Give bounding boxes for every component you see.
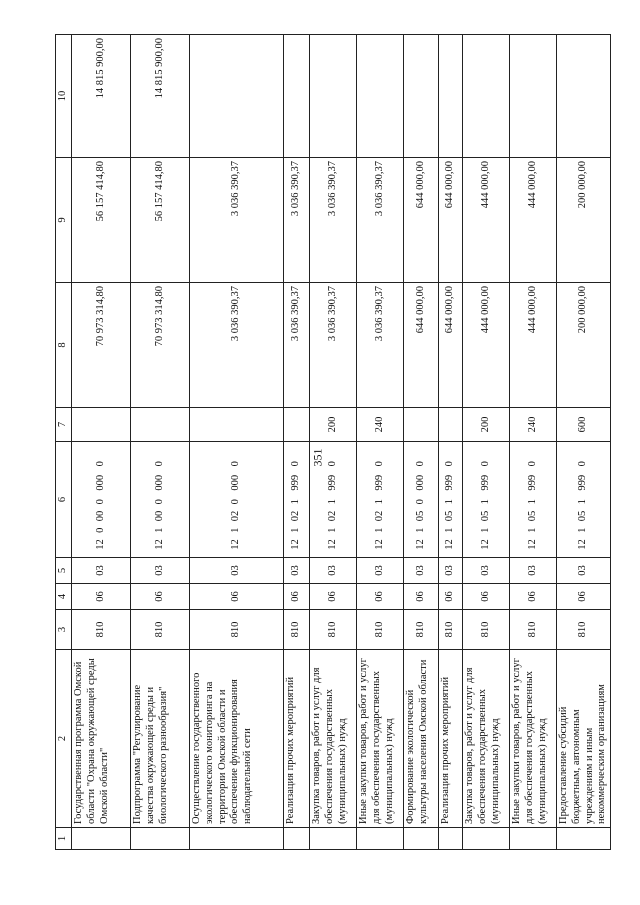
row-index-cell	[557, 828, 611, 850]
target-article-code-part: 12	[577, 539, 589, 550]
department-code-cell: 810	[557, 610, 611, 650]
table-row	[357, 35, 404, 850]
table-row	[439, 35, 463, 850]
expense-type-code-cell: 240	[510, 408, 557, 442]
section-code-cell: 06	[310, 584, 357, 610]
amount-federal-funds-cell	[439, 35, 463, 158]
amount-total-cell: 3 036 390,37	[190, 283, 284, 408]
item-name-cell: Закупка товаров, работ и услуг для обеспечения государственных (муниципальных) нужд	[310, 650, 357, 828]
amount-total-cell: 200 000,00	[557, 283, 611, 408]
table-row	[310, 35, 357, 850]
section-code-cell: 06	[72, 584, 131, 610]
item-name-cell: Осуществление государственного экологического мониторинга на территории Омской области и обеспечение функционирования наблюдательной сети	[190, 650, 284, 828]
target-article-code-part: 05	[577, 510, 589, 522]
target-article-code-part: 00	[153, 510, 165, 522]
section-code-cell: 06	[510, 584, 557, 610]
target-article-code-part: 12	[290, 539, 302, 550]
item-name-cell: Иные закупки товаров, работ и услуг для обеспечения государственных (муниципальных) нужд	[510, 650, 557, 828]
table-row	[190, 35, 284, 850]
item-name-cell: Реализация прочих мероприятий	[439, 650, 463, 828]
department-code-cell: 810	[190, 610, 284, 650]
target-article-code-part: 1	[526, 527, 538, 533]
target-article-code-part: 1	[526, 499, 538, 505]
target-article-code-cell	[557, 442, 611, 558]
subsection-code-cell: 03	[439, 558, 463, 584]
section-code-cell: 06	[404, 584, 439, 610]
row-index-cell	[357, 828, 404, 850]
amount-federal-funds-cell	[404, 35, 439, 158]
header-row	[56, 35, 72, 850]
target-article-code-part: 0	[414, 461, 426, 467]
subsection-code-cell: 03	[557, 558, 611, 584]
subsection-code-cell: 03	[131, 558, 190, 584]
target-article-code-part: 02	[230, 510, 242, 522]
expense-type-code-cell: 240	[357, 408, 404, 442]
table-row	[463, 35, 510, 850]
amount-federal-funds-cell: 14 815 900,00	[131, 35, 190, 158]
expense-type-code-cell: 200	[463, 408, 510, 442]
target-article-code-cell	[404, 442, 439, 558]
amount-total-cell: 3 036 390,37	[310, 283, 357, 408]
section-code-cell: 06	[190, 584, 284, 610]
target-article-code-part: 0	[230, 461, 242, 467]
target-article-code-part: 999	[526, 474, 538, 491]
expense-type-code-cell	[404, 408, 439, 442]
expense-type-code-cell	[72, 408, 131, 442]
header-cell-4: 4	[56, 584, 72, 610]
section-code-cell: 06	[131, 584, 190, 610]
table-row	[284, 35, 310, 850]
header-cell-1: 1	[56, 828, 72, 850]
target-article-code-part: 0	[94, 499, 106, 505]
target-article-code-part: 05	[444, 510, 456, 522]
amount-federal-funds-cell	[310, 35, 357, 158]
target-article-code-part: 000	[153, 474, 165, 491]
amount-own-funds-cell: 3 036 390,37	[357, 158, 404, 283]
header-cell-10: 10	[56, 35, 72, 158]
section-code-cell: 06	[357, 584, 404, 610]
amount-total-cell: 444 000,00	[510, 283, 557, 408]
item-name-cell: Предоставление субсидий бюджетным, автономным учреждениям и иным некоммерческим организациям	[557, 650, 611, 828]
expense-type-code-cell	[439, 408, 463, 442]
page-number: 351	[310, 448, 325, 467]
target-article-code-part: 1	[326, 527, 338, 533]
department-code-cell: 810	[131, 610, 190, 650]
subsection-code-cell: 03	[310, 558, 357, 584]
item-name-cell: Подпрограмма "Регулирование качества окружающей среды и биологического разнообразия"	[131, 650, 190, 828]
header-cell-2: 2	[56, 650, 72, 828]
target-article-code-part: 02	[326, 510, 338, 522]
amount-own-funds-cell: 644 000,00	[404, 158, 439, 283]
target-article-code-part: 999	[326, 474, 338, 491]
department-code-cell: 810	[284, 610, 310, 650]
target-article-code-part: 1	[577, 527, 589, 533]
amount-own-funds-cell: 56 157 414,80	[72, 158, 131, 283]
expense-type-code-cell	[284, 408, 310, 442]
subsection-code-cell: 03	[284, 558, 310, 584]
department-code-cell: 810	[72, 610, 131, 650]
subsection-code-cell: 03	[72, 558, 131, 584]
target-article-code-part: 0	[479, 461, 491, 467]
target-article-code-part: 1	[373, 527, 385, 533]
header-cell-3: 3	[56, 610, 72, 650]
target-article-code-part: 0	[373, 461, 385, 467]
amount-own-funds-cell: 3 036 390,37	[190, 158, 284, 283]
item-name-cell: Реализация прочих мероприятий	[284, 650, 310, 828]
department-code-cell: 810	[510, 610, 557, 650]
target-article-code-part: 12	[326, 539, 338, 550]
table-body	[56, 35, 611, 850]
target-article-code-cell	[131, 442, 190, 558]
target-article-code-part: 05	[414, 510, 426, 522]
row-index-cell	[131, 828, 190, 850]
target-article-code-part: 0	[326, 461, 338, 467]
amount-federal-funds-cell	[463, 35, 510, 158]
target-article-code-cell	[310, 442, 357, 558]
target-article-code-part: 1	[444, 499, 456, 505]
expense-type-code-cell	[190, 408, 284, 442]
section-code-cell: 06	[439, 584, 463, 610]
budget-table	[55, 34, 611, 850]
expense-type-code-cell	[131, 408, 190, 442]
table-row	[131, 35, 190, 850]
header-cell-5: 5	[56, 558, 72, 584]
amount-federal-funds-cell	[510, 35, 557, 158]
row-index-cell	[439, 828, 463, 850]
target-article-code-cell	[510, 442, 557, 558]
amount-total-cell: 3 036 390,37	[284, 283, 310, 408]
target-article-code-part: 12	[479, 539, 491, 550]
target-article-code-part: 12	[444, 539, 456, 550]
item-name-cell: Закупка товаров, работ и услуг для обеспечения государственных (муниципальных) нужд	[463, 650, 510, 828]
target-article-code-part: 05	[526, 510, 538, 522]
target-article-code-part: 0	[153, 499, 165, 505]
amount-federal-funds-cell: 14 815 900,00	[72, 35, 131, 158]
target-article-code-part: 12	[373, 539, 385, 550]
department-code-cell: 810	[404, 610, 439, 650]
table-row	[72, 35, 131, 850]
target-article-code-cell	[284, 442, 310, 558]
amount-own-funds-cell: 644 000,00	[439, 158, 463, 283]
target-article-code-part: 0	[577, 461, 589, 467]
amount-own-funds-cell: 200 000,00	[557, 158, 611, 283]
amount-federal-funds-cell	[357, 35, 404, 158]
target-article-code-cell	[357, 442, 404, 558]
expense-type-code-cell: 200	[310, 408, 357, 442]
item-name-cell: Формирование экологической культуры населения Омской области	[404, 650, 439, 828]
row-index-cell	[463, 828, 510, 850]
amount-total-cell: 644 000,00	[404, 283, 439, 408]
subsection-code-cell: 03	[404, 558, 439, 584]
amount-own-funds-cell: 444 000,00	[463, 158, 510, 283]
amount-own-funds-cell: 3 036 390,37	[310, 158, 357, 283]
row-index-cell	[310, 828, 357, 850]
subsection-code-cell: 03	[190, 558, 284, 584]
amount-total-cell: 3 036 390,37	[357, 283, 404, 408]
amount-total-cell: 644 000,00	[439, 283, 463, 408]
target-article-code-part: 12	[153, 539, 165, 550]
item-name-cell: Иные закупки товаров, работ и услуг для обеспечения государственных (муниципальных) нужд	[357, 650, 404, 828]
header-cell-9: 9	[56, 158, 72, 283]
item-name-cell: Государственная программа Омской области "Охрана окружающей среды Омской области"	[72, 650, 131, 828]
expense-type-code-cell: 600	[557, 408, 611, 442]
department-code-cell: 810	[463, 610, 510, 650]
target-article-code-part: 1	[373, 499, 385, 505]
target-article-code-part: 1	[577, 499, 589, 505]
section-code-cell: 06	[557, 584, 611, 610]
target-article-code-part: 0	[444, 461, 456, 467]
target-article-code-part: 12	[414, 539, 426, 550]
target-article-code-part: 1	[230, 527, 242, 533]
target-article-code-part: 1	[479, 499, 491, 505]
table-row	[510, 35, 557, 850]
target-article-code-part: 999	[577, 474, 589, 491]
amount-total-cell: 70 973 314,80	[72, 283, 131, 408]
target-article-code-part: 1	[479, 527, 491, 533]
target-article-code-part: 00	[94, 510, 106, 522]
header-cell-8: 8	[56, 283, 72, 408]
target-article-code-part: 1	[326, 499, 338, 505]
department-code-cell: 810	[439, 610, 463, 650]
rotated-budget-table-container	[55, 35, 608, 850]
amount-federal-funds-cell	[190, 35, 284, 158]
subsection-code-cell: 03	[510, 558, 557, 584]
table-row	[557, 35, 611, 850]
amount-own-funds-cell: 3 036 390,37	[284, 158, 310, 283]
amount-federal-funds-cell	[284, 35, 310, 158]
target-article-code-part: 1	[444, 527, 456, 533]
target-article-code-part: 999	[290, 474, 302, 491]
target-article-code-part: 000	[414, 474, 426, 491]
target-article-code-part: 0	[290, 461, 302, 467]
section-code-cell: 06	[463, 584, 510, 610]
header-cell-7: 7	[56, 408, 72, 442]
target-article-code-part: 0	[94, 461, 106, 467]
target-article-code-cell	[190, 442, 284, 558]
target-article-code-part: 1	[290, 499, 302, 505]
target-article-code-part: 0	[414, 499, 426, 505]
target-article-code-part: 0	[153, 461, 165, 467]
amount-own-funds-cell: 444 000,00	[510, 158, 557, 283]
target-article-code-part: 999	[444, 474, 456, 491]
amount-total-cell: 444 000,00	[463, 283, 510, 408]
target-article-code-cell	[439, 442, 463, 558]
target-article-code-part: 12	[230, 539, 242, 550]
target-article-code-part: 999	[373, 474, 385, 491]
target-article-code-part: 0	[94, 527, 106, 533]
target-article-code-part: 999	[479, 474, 491, 491]
subsection-code-cell: 03	[357, 558, 404, 584]
row-index-cell	[284, 828, 310, 850]
target-article-code-part: 12	[526, 539, 538, 550]
row-index-cell	[510, 828, 557, 850]
amount-federal-funds-cell	[557, 35, 611, 158]
subsection-code-cell: 03	[463, 558, 510, 584]
target-article-code-part: 1	[290, 527, 302, 533]
row-index-cell	[404, 828, 439, 850]
section-code-cell: 06	[284, 584, 310, 610]
target-article-code-part: 12	[94, 539, 106, 550]
department-code-cell: 810	[310, 610, 357, 650]
target-article-code-part: 0	[526, 461, 538, 467]
department-code-cell: 810	[357, 610, 404, 650]
target-article-code-part: 000	[230, 474, 242, 491]
target-article-code-part: 05	[479, 510, 491, 522]
row-index-cell	[72, 828, 131, 850]
table-row	[404, 35, 439, 850]
target-article-code-cell	[72, 442, 131, 558]
target-article-code-cell	[463, 442, 510, 558]
target-article-code-part: 1	[153, 527, 165, 533]
row-index-cell	[190, 828, 284, 850]
amount-own-funds-cell: 56 157 414,80	[131, 158, 190, 283]
amount-total-cell: 70 973 314,80	[131, 283, 190, 408]
target-article-code-part: 02	[290, 510, 302, 522]
target-article-code-part: 02	[373, 510, 385, 522]
header-cell-6: 6	[56, 442, 72, 558]
target-article-code-part: 000	[94, 474, 106, 491]
target-article-code-part: 0	[230, 499, 242, 505]
target-article-code-part: 1	[414, 527, 426, 533]
